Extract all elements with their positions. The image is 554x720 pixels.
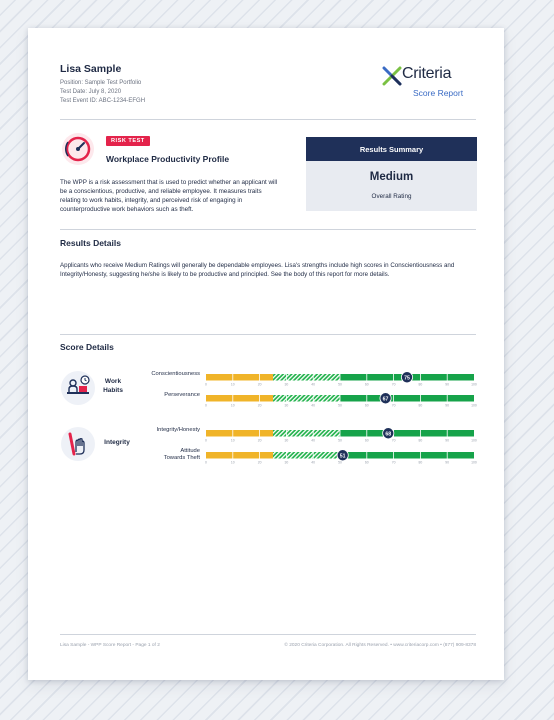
scale-tick-label: 0: [205, 460, 207, 465]
scale-tick-label: 100: [471, 403, 477, 408]
scale-tick-label: 90: [445, 382, 450, 387]
scale-tick-label: 20: [257, 382, 262, 387]
trait-name-line: Integrity/Honesty: [156, 427, 200, 433]
bar-zone-moderate: [273, 430, 340, 437]
scale-tick-label: 30: [284, 403, 289, 408]
scale-tick-label: 40: [311, 438, 316, 443]
bar-zone-high: [340, 430, 474, 437]
bar-zone-low: [206, 374, 273, 381]
scale-tick-label: 60: [364, 460, 369, 465]
scale-tick-label: 10: [230, 438, 235, 443]
trait-name-line: Towards Theft: [163, 455, 200, 461]
scale-tick-label: 100: [471, 460, 477, 465]
logo-wordmark: Criteria: [402, 65, 452, 82]
scale-tick-label: 50: [338, 460, 342, 465]
bar-zone-low: [206, 395, 273, 402]
scale-tick-label: 70: [391, 403, 396, 408]
scale-tick-label: 100: [471, 382, 477, 387]
bar-zone-low: [206, 452, 273, 459]
scale-tick-label: 40: [311, 460, 316, 465]
score-value: 67: [382, 396, 389, 403]
scale-tick-label: 0: [205, 382, 207, 387]
candidate-position: Position: Sample Test Portfolio: [60, 80, 142, 86]
scale-tick-label: 10: [230, 403, 235, 408]
score-value: 68: [385, 431, 392, 438]
trait-name-line: Perseverance: [164, 392, 200, 398]
scale-tick-label: 10: [230, 460, 235, 465]
bar-zone-low: [206, 430, 273, 437]
bar-zone-moderate: [273, 452, 340, 459]
results-details-title: Results Details: [60, 238, 121, 248]
scale-tick-label: 100: [471, 438, 477, 443]
scale-tick-label: 20: [257, 460, 262, 465]
scale-tick-label: 40: [311, 382, 316, 387]
category-label-line: Integrity: [104, 439, 130, 446]
risk-test-badge: RISK TEST: [106, 136, 150, 146]
scale-tick-label: 60: [364, 438, 369, 443]
category-label-line: Work: [104, 378, 122, 385]
scale-tick-label: 30: [284, 438, 289, 443]
scale-tick-label: 20: [257, 438, 262, 443]
scale-tick-label: 70: [391, 460, 396, 465]
scale-tick-label: 50: [338, 382, 342, 387]
footer-copyright: © 2020 Criteria Corporation. All Rights Reserved. • www.criteriacorp.com • (877) 909-8378: [284, 643, 476, 648]
scale-tick-label: 0: [205, 438, 207, 443]
footer-page-info: Lisa Sample - WPP Score Report - Page 1 of 2: [60, 643, 160, 648]
scale-tick-label: 90: [445, 460, 450, 465]
results-summary-title: Results Summary: [359, 144, 424, 154]
score-details-title: Score Details: [60, 342, 114, 352]
bar-zone-high: [340, 395, 474, 402]
score-bars-chart: [28, 28, 504, 680]
score-value: 51: [339, 453, 346, 460]
results-details-text: Applicants who receive Medium Ratings will generally be dependable employees. Lisa's strengths include high scores in Conscientiousness and Integrity/Honesty, suggesting he/she is likely to be productive and principled. See the body of this report for more details.: [60, 262, 455, 278]
scale-tick-label: 40: [311, 403, 316, 408]
overall-rating-label: Overall Rating: [371, 193, 412, 200]
scale-tick-label: 70: [391, 438, 396, 443]
scale-tick-label: 60: [364, 382, 369, 387]
scale-tick-label: 50: [338, 438, 342, 443]
bar-zone-moderate: [273, 395, 340, 402]
scale-tick-label: 0: [205, 403, 207, 408]
test-name: Workplace Productivity Profile: [106, 154, 230, 164]
scale-tick-label: 20: [257, 403, 262, 408]
scale-tick-label: 60: [364, 403, 369, 408]
candidate-name: Lisa Sample: [60, 63, 122, 75]
scale-tick-label: 10: [230, 382, 235, 387]
scale-tick-label: 80: [418, 460, 423, 465]
scale-tick-label: 50: [338, 403, 342, 408]
scale-tick-label: 30: [284, 460, 289, 465]
test-date: Test Date: July 8, 2020: [60, 89, 122, 95]
test-event-id: Test Event ID: ABC-1234-EFGH: [60, 98, 146, 104]
scale-tick-label: 90: [445, 403, 450, 408]
test-description: The WPP is a risk assessment that is used to predict whether an applicant will be a conscientious, productive, and reliable employee. It measures traits relating to work habits, integrity, and perceived risk of engaging in counterproductive work behaviors such as theft.: [60, 179, 278, 213]
trait-name-line: Attitude: [180, 448, 200, 454]
scale-tick-label: 70: [391, 382, 396, 387]
report-page: [28, 28, 504, 680]
bar-zone-high: [340, 452, 474, 459]
category-label-line: Habits: [103, 386, 123, 394]
score-value: 75: [404, 375, 410, 382]
overall-rating-value: Medium: [369, 171, 414, 183]
logo-subtitle: Score Report: [413, 88, 464, 98]
scale-tick-label: 80: [418, 438, 423, 443]
scale-tick-label: 30: [284, 382, 289, 387]
divider: [60, 634, 476, 635]
scale-tick-label: 90: [445, 438, 450, 443]
trait-name-line: Conscientiousness: [151, 371, 200, 377]
scale-tick-label: 80: [418, 382, 423, 387]
scale-tick-label: 80: [418, 403, 423, 408]
bar-zone-moderate: [273, 374, 340, 381]
